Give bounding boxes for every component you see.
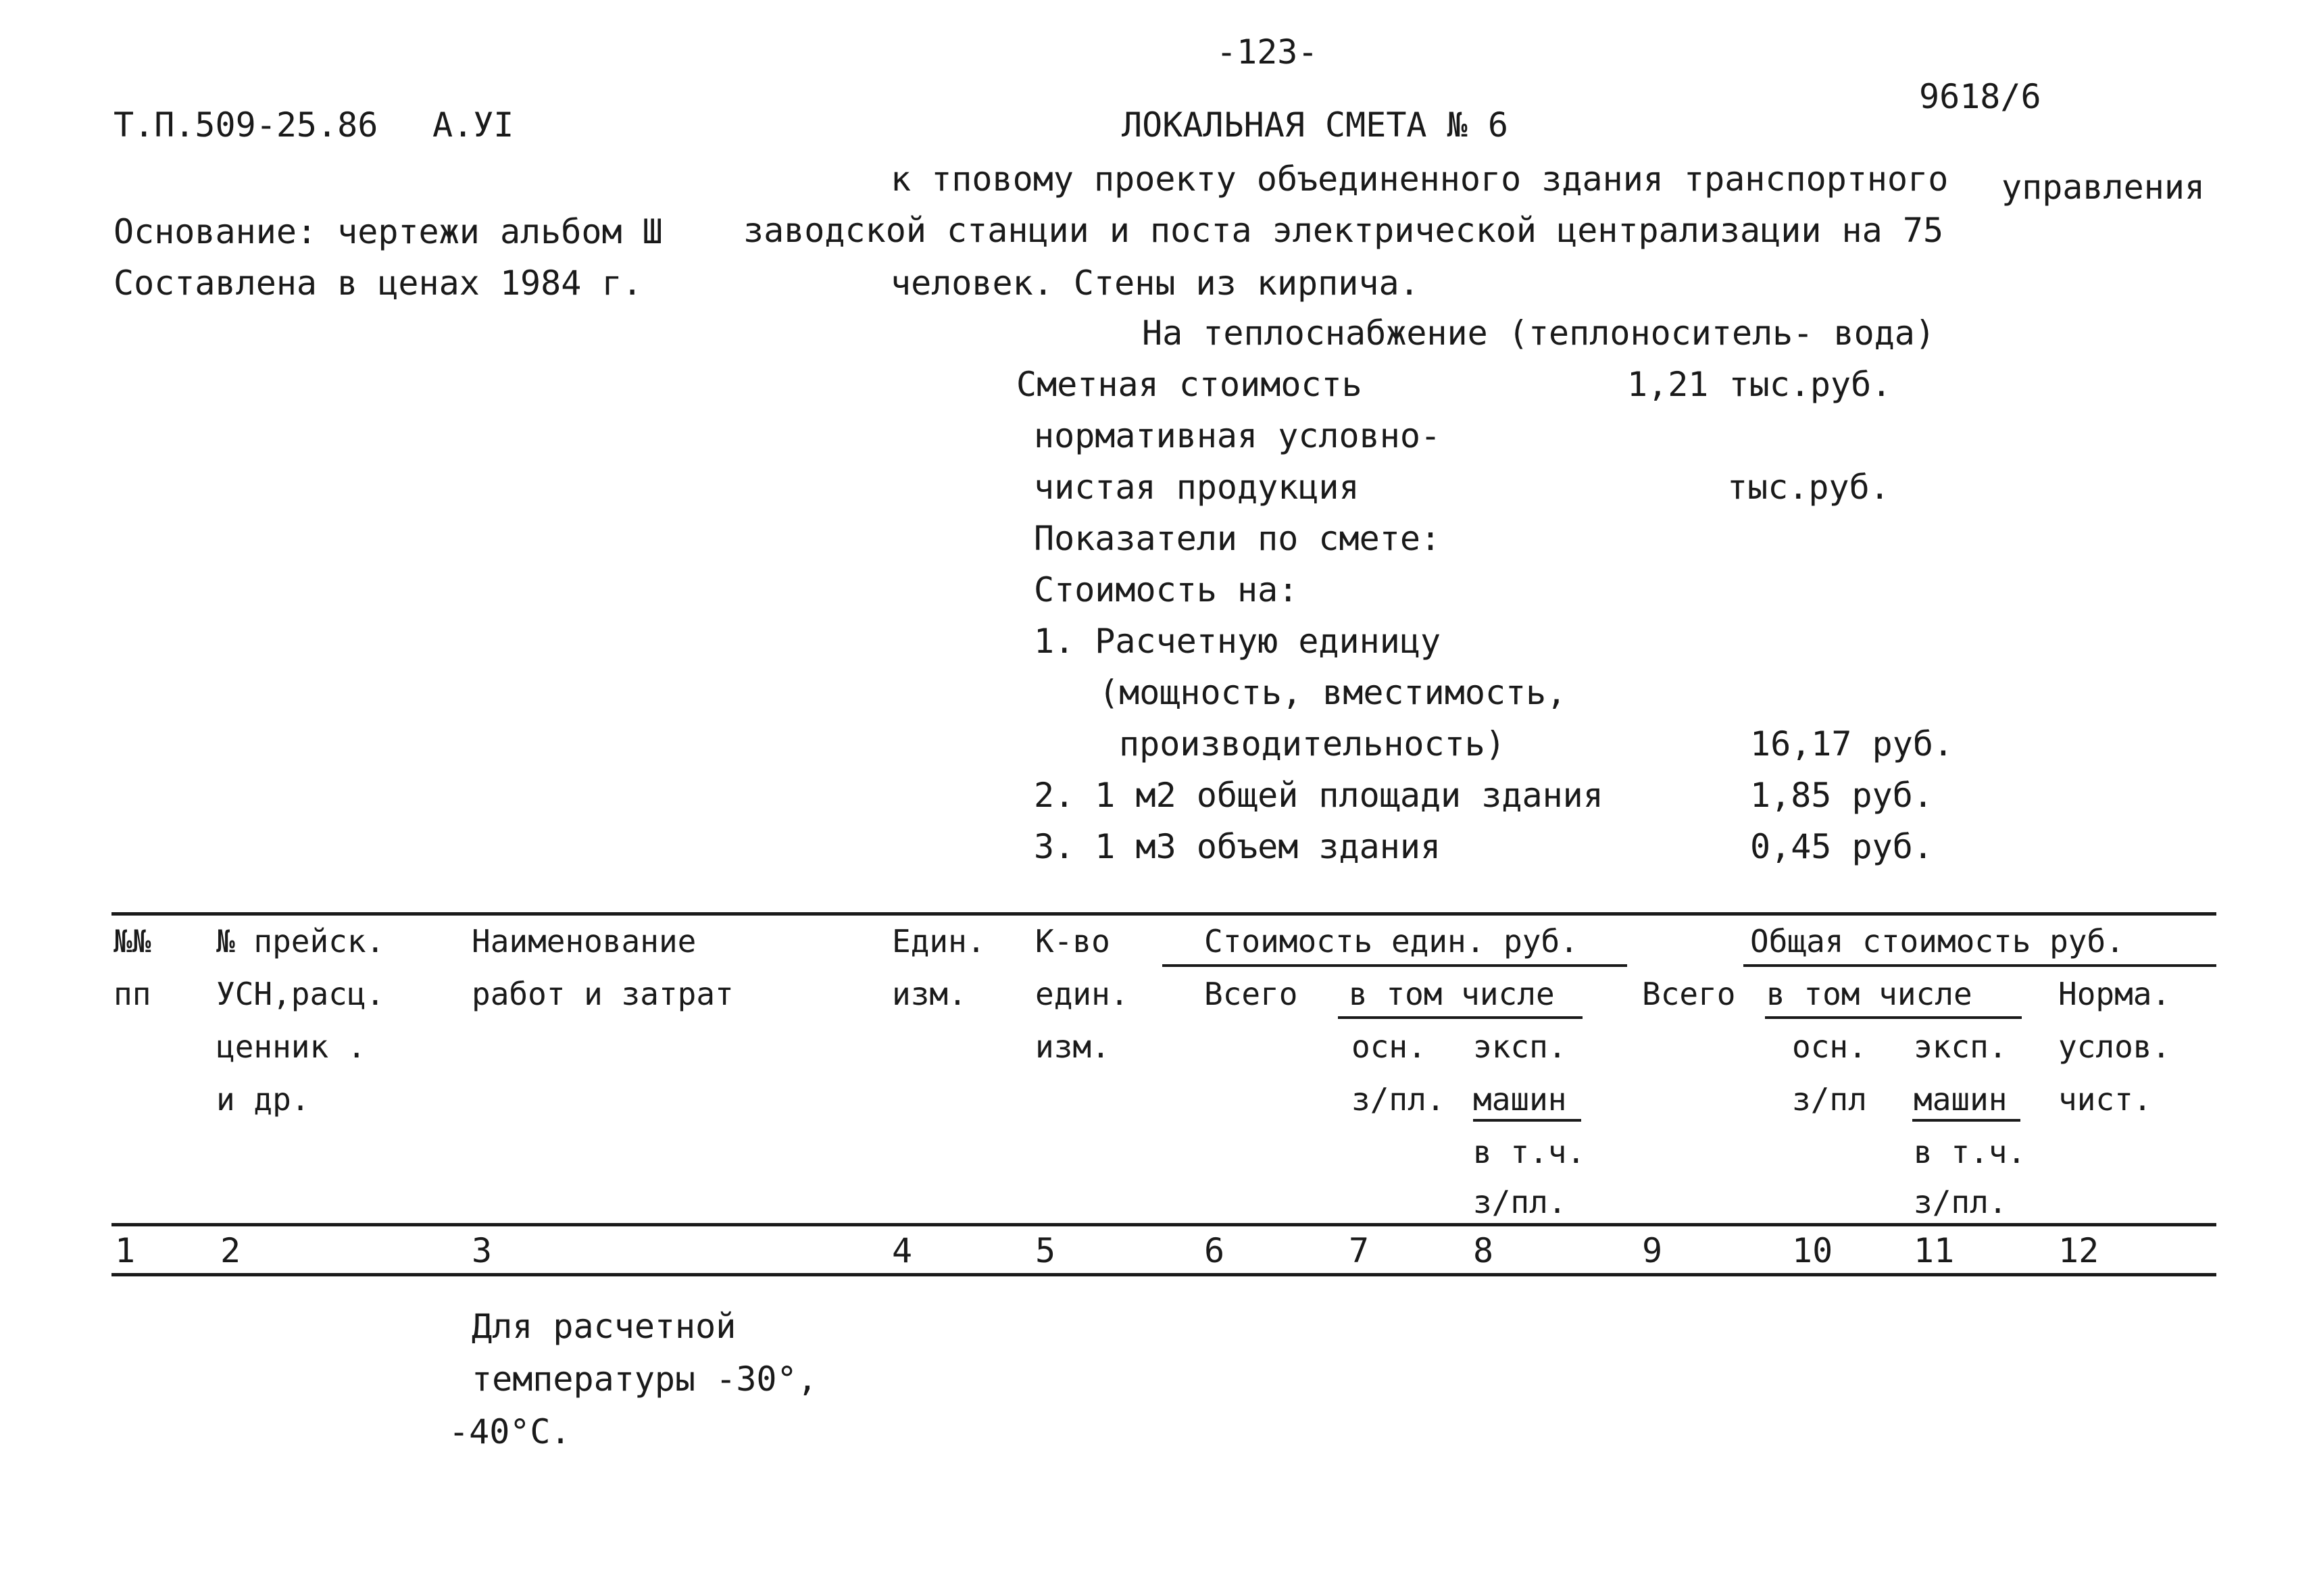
- col1-head-1: №№: [114, 923, 151, 959]
- subtitle-line-3: человек. Стены из кирпича.: [891, 264, 1420, 303]
- indicator-3-value: 0,45 руб.: [1750, 827, 1933, 866]
- indicators-label: Показатели по смете:: [1034, 519, 1441, 558]
- page-number: -123-: [1216, 32, 1318, 72]
- body-line-1: Для расчетной: [472, 1307, 737, 1346]
- norma-head-2: услов.: [2058, 1028, 2171, 1065]
- unit-eksp-head-1: эксп.: [1473, 1028, 1567, 1065]
- column-number: 11: [1914, 1231, 1955, 1270]
- ncp-value: тыс.руб.: [1727, 468, 1890, 507]
- cost-label: Сметная стоимость: [1016, 365, 1362, 404]
- col5-head-3: изм.: [1035, 1028, 1110, 1065]
- table-top-rule: [111, 912, 2216, 916]
- body-line-2: температуры -30°,: [472, 1360, 818, 1399]
- body-line-3: -40°С.: [449, 1412, 571, 1451]
- prices-text: Составлена в ценах 1984 г.: [114, 264, 643, 303]
- indicator-1-sub-b: производительность): [1119, 724, 1505, 764]
- unit-osn-head-2: з/пл.: [1351, 1081, 1445, 1118]
- project-code: Т.П.509-25.86: [114, 105, 378, 145]
- incl-underline-1: [1338, 1016, 1583, 1019]
- basis-text: Основание: чертежи альбом Ш: [114, 212, 663, 251]
- indicator-1-label: 1. Расчетную единицу: [1034, 622, 1441, 661]
- col4-head-2: изм.: [892, 976, 967, 1012]
- column-number: 12: [2058, 1231, 2099, 1270]
- subtitle-line-4: На теплоснабжение (теплоноситель- вода): [1142, 314, 1935, 353]
- unit-eksp-head-4: з/пл.: [1473, 1184, 1567, 1220]
- total-cost-head: Общая стоимость руб.: [1750, 923, 2124, 959]
- unit-eksp-head-2: машин: [1473, 1081, 1567, 1118]
- column-numbers-top-rule: [111, 1223, 2216, 1226]
- column-number: 5: [1035, 1231, 1056, 1270]
- incl-underline-2: [1765, 1016, 2022, 1019]
- col3-head-2: работ и затрат: [472, 976, 734, 1012]
- col2-head-3: ценник .: [216, 1028, 366, 1065]
- indicator-3-label: 3. 1 м3 объем здания: [1034, 827, 1441, 866]
- column-number: 8: [1473, 1231, 1494, 1270]
- total-eksp-head-2: машин: [1914, 1081, 2008, 1118]
- col2-head-2: УСН,расц.: [216, 976, 385, 1012]
- column-number: 9: [1642, 1231, 1663, 1270]
- col4-head-1: Един.: [892, 923, 986, 959]
- machines-underline-1: [1473, 1119, 1581, 1122]
- subtitle-line-2: заводской станции и поста электрической централизации на 75: [743, 211, 1944, 250]
- indicator-1-sub-a: (мощность, вместимость,: [1099, 673, 1567, 712]
- overall-incl-head: в том числе: [1766, 976, 1972, 1012]
- col1-head-2: пп: [114, 976, 151, 1012]
- cost-value: 1,21 тыс.руб.: [1627, 365, 1892, 404]
- unit-total-head: Всего: [1204, 976, 1298, 1012]
- subtitle-line-1-tail: управления: [2001, 168, 2206, 207]
- column-number: 10: [1792, 1231, 1833, 1270]
- unit-incl-head: в том числе: [1349, 976, 1555, 1012]
- unit-cost-head: Стоимость един. руб.: [1204, 923, 1578, 959]
- total-osn-head-1: осн.: [1792, 1028, 1867, 1065]
- unit-osn-head-1: осн.: [1351, 1028, 1426, 1065]
- ncp-label-1: нормативная условно-: [1034, 416, 1441, 455]
- ncp-label-2: чистая продукция: [1034, 468, 1360, 507]
- cost-per-label: Стоимость на:: [1034, 570, 1299, 609]
- col5-head-1: К-во: [1035, 923, 1110, 959]
- column-number: 2: [220, 1231, 241, 1270]
- indicator-1-value: 16,17 руб.: [1750, 724, 1954, 764]
- unit-eksp-head-3: в т.ч.: [1473, 1134, 1586, 1170]
- total-eksp-head-1: эксп.: [1914, 1028, 2008, 1065]
- column-number: 6: [1204, 1231, 1225, 1270]
- column-number: 1: [115, 1231, 136, 1270]
- column-number: 4: [892, 1231, 913, 1270]
- total-eksp-head-4: з/пл.: [1914, 1184, 2008, 1220]
- column-number: 7: [1349, 1231, 1370, 1270]
- total-osn-head-2: з/пл: [1792, 1081, 1867, 1118]
- unit-cost-underline: [1162, 964, 1627, 967]
- subtitle-line-1: к тповому проекту объединенного здания транспортного: [891, 159, 1949, 199]
- col5-head-2: един.: [1035, 976, 1129, 1012]
- col3-head-1: Наименование: [472, 923, 697, 959]
- overall-total-head: Всего: [1642, 976, 1736, 1012]
- column-numbers-bottom-rule: [111, 1273, 2216, 1276]
- machines-underline-2: [1912, 1119, 2020, 1122]
- indicator-2-value: 1,85 руб.: [1750, 776, 1933, 815]
- total-eksp-head-3: в т.ч.: [1914, 1134, 2026, 1170]
- col2-head-4: и др.: [216, 1081, 310, 1118]
- col2-head-1: № прейск.: [216, 923, 385, 959]
- document-title: ЛОКАЛЬНАЯ СМЕТА № 6: [1122, 105, 1508, 145]
- norma-head-3: чист.: [2058, 1081, 2152, 1118]
- album-number: А.УI: [432, 105, 514, 145]
- document-code: 9618/6: [1919, 77, 2041, 116]
- column-number: 3: [472, 1231, 493, 1270]
- indicator-2-label: 2. 1 м2 общей площади здания: [1034, 776, 1603, 815]
- norma-head-1: Норма.: [2058, 976, 2171, 1012]
- total-cost-underline: [1743, 964, 2216, 967]
